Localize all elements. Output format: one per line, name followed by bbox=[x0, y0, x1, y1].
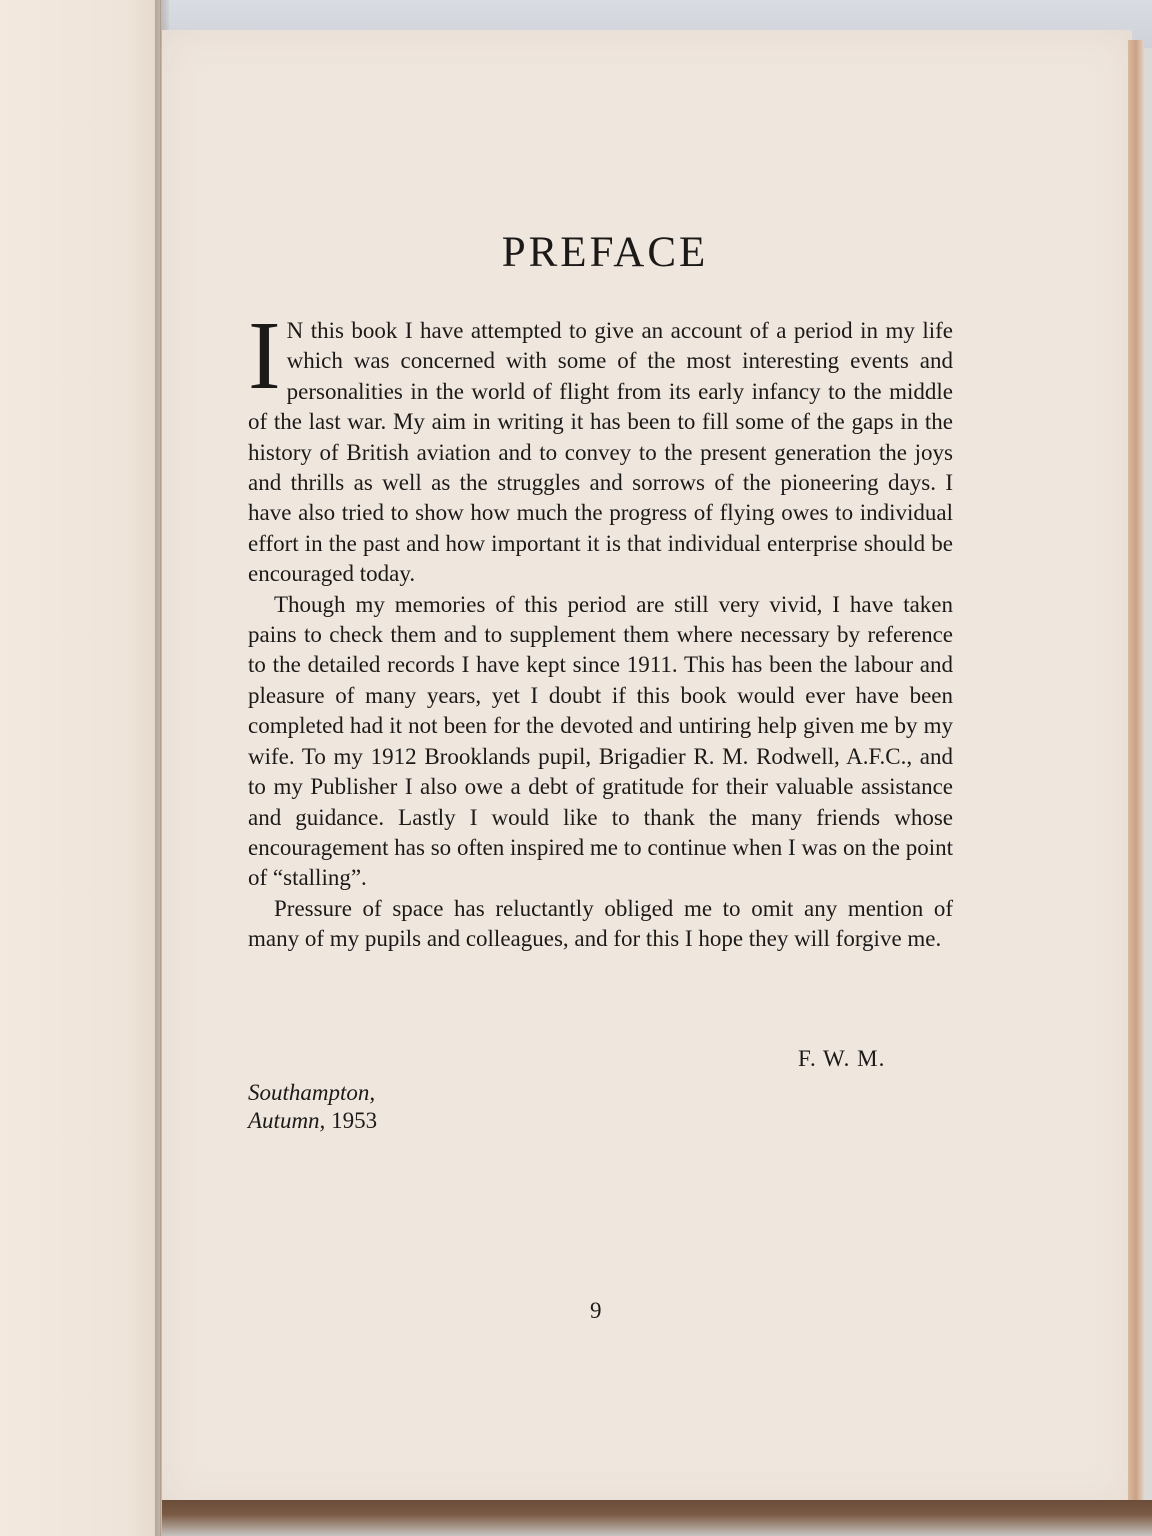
preface-body bbox=[248, 302, 953, 955]
paragraph-3: Pressure of space has reluctantly obliged me to omit any mention of many of my pupils and colleagues, and for this I hope they will forgive me. bbox=[248, 895, 953, 952]
paragraph-1 bbox=[248, 302, 953, 590]
season: Autumn, bbox=[248, 1108, 326, 1133]
drop-cap: I bbox=[248, 302, 281, 410]
page-number: 9 bbox=[590, 1298, 602, 1323]
book-bottom-edge bbox=[162, 1500, 1152, 1536]
place: Southampton, bbox=[248, 1080, 376, 1105]
author-initials: F. W. M. bbox=[798, 1046, 886, 1071]
paragraph-2: Though my memories of this period are still very vivid, I have taken pains to check them and to supplement them where necessary by reference to the detailed records I have kept since 1911. This has been the labour and pleasure of many years, yet I doubt if this book would ever have been completed had it not been for the devoted and untiring help given me by my wife. To my 1912 Brooklands pupil, Brigadier R. M. Rodwell, A.F.C., and to my Publisher I also owe a debt of gratitude for their valuable assistance and guidance. Lastly I would like to thank the many friends whose encouragement has so often inspired me to continue when I was on the point of “stalling”. bbox=[248, 591, 953, 891]
date-line bbox=[248, 1108, 377, 1134]
page-title: PREFACE bbox=[501, 229, 709, 276]
paragraph-1-text: N this book I have attempted to give an account of a period in my life which was concerned with some of the most interesting events and personalities in the world of flight from its early infancy to the middle of the last war. My aim in writing it has been to fill some of the gaps in the history of British aviation and to convey to the present generation the joys and thrills as well as the struggles and sorrows of the pioneering days. I have also tried to show how much the progress of flying owes to individual effort in the past and how important it is that individual enterprise should be encouraged today. bbox=[248, 318, 953, 587]
year: 1953 bbox=[331, 1108, 378, 1133]
